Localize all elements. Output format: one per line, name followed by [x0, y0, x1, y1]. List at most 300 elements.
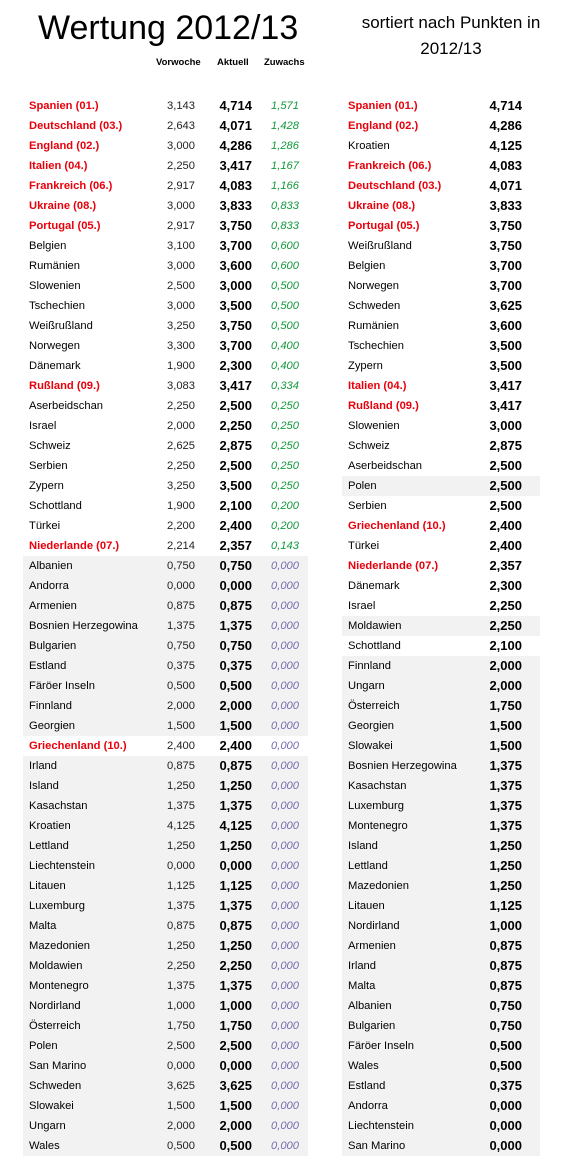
aktuell-value: 0,000 [219, 1058, 252, 1073]
points-value: 1,375 [489, 758, 522, 773]
points-value: 1,500 [489, 738, 522, 753]
aktuell-value: 4,125 [219, 818, 252, 833]
aktuell-value: 2,400 [219, 518, 252, 533]
vorwoche-value: 1,250 [167, 940, 195, 952]
country-name: Georgien [348, 720, 395, 732]
country-name: Griechenland (10.) [29, 740, 127, 752]
vorwoche-value: 1,900 [167, 360, 195, 372]
table-row [23, 736, 308, 756]
points-value: 3,500 [489, 338, 522, 353]
zuwachs-value: 0,833 [271, 200, 299, 212]
table-row [342, 696, 540, 716]
zuwachs-value: 0,000 [271, 560, 299, 572]
aktuell-value: 1,375 [219, 978, 252, 993]
table-row [342, 176, 540, 196]
aktuell-value: 2,250 [219, 958, 252, 973]
aktuell-value: 2,875 [219, 438, 252, 453]
table-row [342, 836, 540, 856]
vorwoche-value: 3,000 [167, 260, 195, 272]
table-row [342, 916, 540, 936]
zuwachs-value: 0,334 [271, 380, 299, 392]
country-name: Italien (04.) [29, 160, 88, 172]
country-name: Polen [348, 480, 377, 492]
zuwachs-value: 0,000 [271, 1000, 299, 1012]
vorwoche-value: 0,375 [167, 660, 195, 672]
country-name: Finnland [348, 660, 391, 672]
points-value: 1,375 [489, 778, 522, 793]
country-name: Tschechien [348, 340, 404, 352]
points-value: 0,750 [489, 998, 522, 1013]
country-name: Rußland (09.) [348, 400, 419, 412]
points-value: 0,000 [489, 1098, 522, 1113]
aktuell-value: 1,500 [219, 1098, 252, 1113]
zuwachs-value: 0,000 [271, 700, 299, 712]
vorwoche-value: 2,200 [167, 520, 195, 532]
table-row [342, 876, 540, 896]
vorwoche-value: 2,400 [167, 740, 195, 752]
zuwachs-value: 0,000 [271, 580, 299, 592]
aktuell-value: 3,500 [219, 478, 252, 493]
table-row [23, 436, 308, 456]
zuwachs-value: 1,286 [271, 140, 299, 152]
country-name: Wales [348, 1060, 379, 1072]
zuwachs-value: 0,000 [271, 680, 299, 692]
aktuell-value: 1,250 [219, 938, 252, 953]
points-value: 2,000 [489, 658, 522, 673]
table-row [342, 1016, 540, 1036]
aktuell-value: 3,700 [219, 338, 252, 353]
ranking-table-by-gain [23, 96, 308, 1156]
zuwachs-value: 0,250 [271, 480, 299, 492]
country-name: Aserbeidschan [348, 460, 423, 472]
zuwachs-value: 0,833 [271, 220, 299, 232]
points-value: 0,500 [489, 1038, 522, 1053]
table-row [23, 496, 308, 516]
country-name: Montenegro [29, 980, 89, 992]
aktuell-value: 0,500 [219, 678, 252, 693]
table-row [342, 356, 540, 376]
table-row [23, 876, 308, 896]
aktuell-value: 3,625 [219, 1078, 252, 1093]
country-name: Irland [348, 960, 376, 972]
country-name: Armenien [348, 940, 396, 952]
table-row [23, 1096, 308, 1116]
table-row [342, 956, 540, 976]
country-name: Spanien (01.) [29, 100, 99, 112]
table-row [342, 476, 540, 496]
zuwachs-value: 0,000 [271, 840, 299, 852]
table-row [23, 936, 308, 956]
table-row [23, 836, 308, 856]
aktuell-value: 1,250 [219, 778, 252, 793]
vorwoche-value: 0,500 [167, 1140, 195, 1152]
aktuell-value: 4,071 [219, 118, 252, 133]
zuwachs-value: 0,000 [271, 1040, 299, 1052]
zuwachs-value: 0,500 [271, 320, 299, 332]
country-name: Slowenien [29, 280, 81, 292]
country-name: Deutschland (03.) [348, 180, 442, 192]
aktuell-value: 3,500 [219, 298, 252, 313]
aktuell-value: 2,500 [219, 458, 252, 473]
zuwachs-value: 0,000 [271, 940, 299, 952]
country-name: Serbien [348, 500, 387, 512]
table-row [23, 696, 308, 716]
country-name: Ukraine (08.) [348, 200, 416, 212]
vorwoche-value: 1,250 [167, 780, 195, 792]
zuwachs-value: 0,000 [271, 820, 299, 832]
zuwachs-value: 0,400 [271, 360, 299, 372]
country-name: Portugal (05.) [29, 220, 101, 232]
table-row [342, 1136, 540, 1156]
table-row [23, 1136, 308, 1156]
country-name: Slowenien [348, 420, 400, 432]
country-name: Tschechien [29, 300, 85, 312]
zuwachs-value: 0,000 [271, 860, 299, 872]
vorwoche-value: 2,250 [167, 400, 195, 412]
table-row [342, 496, 540, 516]
table-row [342, 636, 540, 656]
country-name: Schweiz [348, 440, 390, 452]
vorwoche-value: 2,917 [167, 220, 195, 232]
page-title: Wertung 2012/13 [38, 9, 299, 47]
zuwachs-value: 0,250 [271, 420, 299, 432]
zuwachs-value: 1,428 [271, 120, 299, 132]
table-row [23, 456, 308, 476]
table-row [23, 1016, 308, 1036]
table-row [342, 536, 540, 556]
points-value: 3,833 [489, 198, 522, 213]
table-row [342, 976, 540, 996]
table-row [23, 656, 308, 676]
vorwoche-value: 1,900 [167, 500, 195, 512]
table-row [342, 1056, 540, 1076]
vorwoche-value: 0,000 [167, 860, 195, 872]
table-row [342, 716, 540, 736]
points-value: 2,500 [489, 478, 522, 493]
aktuell-value: 4,286 [219, 138, 252, 153]
country-name: San Marino [348, 1140, 406, 1152]
table-row [23, 376, 308, 396]
zuwachs-value: 0,600 [271, 260, 299, 272]
zuwachs-value: 0,000 [271, 920, 299, 932]
vorwoche-value: 1,375 [167, 980, 195, 992]
aktuell-value: 1,000 [219, 998, 252, 1013]
table-row [23, 1076, 308, 1096]
zuwachs-value: 0,500 [271, 300, 299, 312]
vorwoche-value: 1,375 [167, 900, 195, 912]
vorwoche-value: 3,100 [167, 240, 195, 252]
table-row [342, 756, 540, 776]
country-name: Österreich [348, 700, 400, 712]
vorwoche-value: 3,250 [167, 320, 195, 332]
points-value: 0,750 [489, 1018, 522, 1033]
points-value: 2,000 [489, 678, 522, 693]
country-name: Bulgarien [29, 640, 77, 652]
aktuell-value: 4,083 [219, 178, 252, 193]
country-name: Luxemburg [348, 800, 404, 812]
table-row [342, 396, 540, 416]
table-row [342, 136, 540, 156]
country-name: Slowakei [29, 1100, 74, 1112]
zuwachs-value: 0,000 [271, 1080, 299, 1092]
table-row [342, 336, 540, 356]
points-value: 1,000 [489, 918, 522, 933]
vorwoche-value: 2,000 [167, 420, 195, 432]
zuwachs-value: 0,250 [271, 460, 299, 472]
country-name: England (02.) [348, 120, 419, 132]
country-name: Spanien (01.) [348, 100, 418, 112]
zuwachs-value: 0,000 [271, 1100, 299, 1112]
country-name: Weißrußland [348, 240, 412, 252]
aktuell-value: 3,417 [219, 378, 252, 393]
country-name: Finnland [29, 700, 72, 712]
points-value: 3,700 [489, 278, 522, 293]
table-row [342, 936, 540, 956]
vorwoche-value: 3,000 [167, 300, 195, 312]
country-name: Slowakei [348, 740, 393, 752]
table-row [342, 996, 540, 1016]
country-name: Albanien [348, 1000, 392, 1012]
country-name: Schottland [29, 500, 82, 512]
table-row [342, 1096, 540, 1116]
aktuell-value: 2,500 [219, 398, 252, 413]
aktuell-value: 3,000 [219, 278, 252, 293]
zuwachs-value: 0,000 [271, 960, 299, 972]
country-name: Weißrußland [29, 320, 93, 332]
zuwachs-value: 1,167 [271, 160, 299, 172]
table-row [23, 616, 308, 636]
aktuell-value: 0,000 [219, 858, 252, 873]
points-value: 2,357 [489, 558, 522, 573]
points-value: 2,500 [489, 498, 522, 513]
aktuell-value: 0,750 [219, 558, 252, 573]
points-value: 0,875 [489, 938, 522, 953]
table-row [23, 996, 308, 1016]
table-row [23, 516, 308, 536]
country-name: Schottland [348, 640, 401, 652]
zuwachs-value: 0,200 [271, 520, 299, 532]
vorwoche-value: 2,250 [167, 960, 195, 972]
country-name: Kroatien [348, 140, 390, 152]
points-value: 2,250 [489, 598, 522, 613]
zuwachs-value: 0,000 [271, 620, 299, 632]
points-value: 1,375 [489, 798, 522, 813]
table-row [342, 596, 540, 616]
country-name: England (02.) [29, 140, 100, 152]
table-row [23, 716, 308, 736]
country-name: Frankreich (06.) [29, 180, 113, 192]
vorwoche-value: 3,625 [167, 1080, 195, 1092]
country-name: Zypern [29, 480, 64, 492]
points-value: 2,100 [489, 638, 522, 653]
aktuell-value: 1,375 [219, 798, 252, 813]
points-value: 1,750 [489, 698, 522, 713]
zuwachs-value: 0,000 [271, 660, 299, 672]
aktuell-value: 1,125 [219, 878, 252, 893]
country-name: Färöer Inseln [348, 1040, 414, 1052]
vorwoche-value: 2,000 [167, 1120, 195, 1132]
country-name: Island [348, 840, 378, 852]
table-row [23, 276, 308, 296]
table-row [23, 396, 308, 416]
country-name: Montenegro [348, 820, 408, 832]
aktuell-value: 0,875 [219, 918, 252, 933]
table-row [342, 316, 540, 336]
zuwachs-value: 0,000 [271, 1140, 299, 1152]
table-row [23, 556, 308, 576]
aktuell-value: 3,700 [219, 238, 252, 253]
table-row [342, 416, 540, 436]
aktuell-value: 2,100 [219, 498, 252, 513]
country-name: Bulgarien [348, 1020, 396, 1032]
column-header-aktuell: Aktuell [217, 57, 249, 68]
country-name: Türkei [348, 540, 380, 552]
table-row [342, 116, 540, 136]
country-name: Zypern [348, 360, 383, 372]
table-row [342, 156, 540, 176]
vorwoche-value: 1,500 [167, 1100, 195, 1112]
points-value: 2,400 [489, 538, 522, 553]
country-name: Ukraine (08.) [29, 200, 97, 212]
points-value: 4,083 [489, 158, 522, 173]
country-name: Luxemburg [29, 900, 85, 912]
country-name: Mazedonien [29, 940, 90, 952]
country-name: Litauen [29, 880, 66, 892]
sort-subtitle: sortiert nach Punkten in 2012/13 [361, 13, 541, 58]
points-value: 2,500 [489, 458, 522, 473]
table-row [23, 476, 308, 496]
vorwoche-value: 2,214 [167, 540, 195, 552]
points-value: 1,125 [489, 898, 522, 913]
points-value: 3,500 [489, 358, 522, 373]
table-row [23, 156, 308, 176]
country-name: Belgien [29, 240, 67, 252]
zuwachs-value: 1,571 [271, 100, 299, 112]
country-name: Griechenland (10.) [348, 520, 446, 532]
country-name: Schweiz [29, 440, 71, 452]
table-row [23, 116, 308, 136]
vorwoche-value: 3,143 [167, 100, 195, 112]
zuwachs-value: 0,600 [271, 240, 299, 252]
points-value: 3,750 [489, 218, 522, 233]
country-name: Lettland [348, 860, 388, 872]
aktuell-value: 2,357 [219, 538, 252, 553]
country-name: Albanien [29, 560, 73, 572]
table-row [342, 816, 540, 836]
aktuell-value: 0,875 [219, 758, 252, 773]
country-name: Dänemark [29, 360, 81, 372]
country-name: Bosnien Herzegowina [29, 620, 138, 632]
aktuell-value: 0,750 [219, 638, 252, 653]
table-row [23, 596, 308, 616]
column-header-zuwachs: Zuwachs [264, 57, 305, 68]
points-value: 3,000 [489, 418, 522, 433]
country-name: Malta [29, 920, 57, 932]
vorwoche-value: 2,625 [167, 440, 195, 452]
country-name: Rußland (09.) [29, 380, 100, 392]
points-value: 1,500 [489, 718, 522, 733]
points-value: 2,300 [489, 578, 522, 593]
country-name: Deutschland (03.) [29, 120, 123, 132]
country-name: Norwegen [348, 280, 399, 292]
country-name: Liechtenstein [348, 1120, 414, 1132]
aktuell-value: 3,417 [219, 158, 252, 173]
country-name: Schweden [29, 1080, 82, 1092]
country-name: Bosnien Herzegowina [348, 760, 457, 772]
aktuell-value: 3,600 [219, 258, 252, 273]
points-value: 1,250 [489, 838, 522, 853]
country-name: Türkei [29, 520, 61, 532]
vorwoche-value: 0,000 [167, 580, 195, 592]
vorwoche-value: 1,125 [167, 880, 195, 892]
vorwoche-value: 0,875 [167, 920, 195, 932]
zuwachs-value: 0,250 [271, 400, 299, 412]
points-value: 1,250 [489, 878, 522, 893]
table-row [342, 556, 540, 576]
country-name: San Marino [29, 1060, 87, 1072]
table-row [342, 1076, 540, 1096]
zuwachs-value: 0,000 [271, 1020, 299, 1032]
aktuell-value: 4,714 [219, 98, 252, 113]
table-row [342, 516, 540, 536]
table-row [342, 376, 540, 396]
points-value: 4,714 [489, 98, 522, 113]
vorwoche-value: 4,125 [167, 820, 195, 832]
table-row [342, 236, 540, 256]
country-name: Malta [348, 980, 376, 992]
zuwachs-value: 0,143 [271, 540, 299, 552]
points-value: 3,600 [489, 318, 522, 333]
table-row [23, 756, 308, 776]
country-name: Andorra [348, 1100, 388, 1112]
vorwoche-value: 1,250 [167, 840, 195, 852]
aktuell-value: 1,375 [219, 618, 252, 633]
zuwachs-value: 0,000 [271, 1120, 299, 1132]
vorwoche-value: 0,750 [167, 640, 195, 652]
vorwoche-value: 0,000 [167, 1060, 195, 1072]
aktuell-value: 0,875 [219, 598, 252, 613]
zuwachs-value: 0,500 [271, 280, 299, 292]
country-name: Aserbeidschan [29, 400, 104, 412]
vorwoche-value: 0,875 [167, 760, 195, 772]
table-row [23, 136, 308, 156]
table-row [23, 316, 308, 336]
table-row [342, 296, 540, 316]
country-name: Georgien [29, 720, 76, 732]
country-name: Estland [348, 1080, 386, 1092]
table-row [23, 216, 308, 236]
table-row [23, 416, 308, 436]
country-name: Frankreich (06.) [348, 160, 432, 172]
table-row [342, 216, 540, 236]
country-name: Moldawien [29, 960, 83, 972]
country-name: Nordirland [348, 920, 400, 932]
country-name: Niederlande (07.) [29, 540, 120, 552]
points-value: 0,500 [489, 1058, 522, 1073]
aktuell-value: 1,500 [219, 718, 252, 733]
table-row [342, 616, 540, 636]
country-name: Litauen [348, 900, 385, 912]
table-row [342, 196, 540, 216]
table-row [342, 276, 540, 296]
points-value: 4,286 [489, 118, 522, 133]
country-name: Serbien [29, 460, 68, 472]
aktuell-value: 3,833 [219, 198, 252, 213]
vorwoche-value: 1,375 [167, 620, 195, 632]
vorwoche-value: 2,000 [167, 700, 195, 712]
vorwoche-value: 3,000 [167, 140, 195, 152]
vorwoche-value: 0,500 [167, 680, 195, 692]
